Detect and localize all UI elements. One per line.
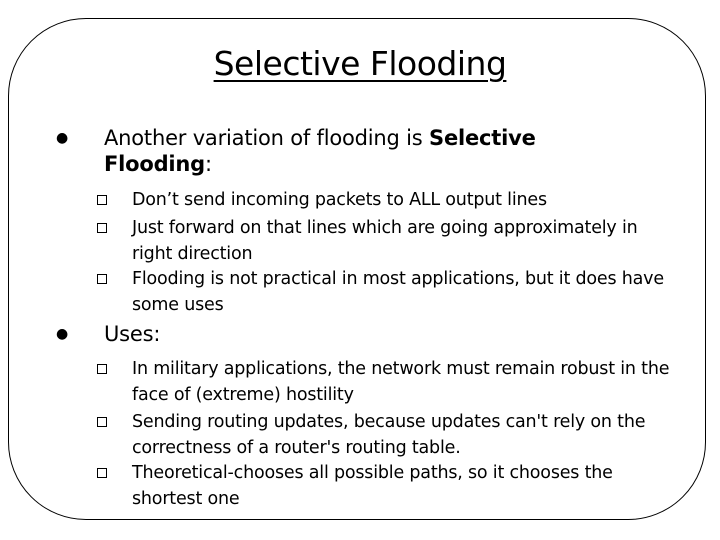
bullet-dot: ●	[56, 326, 69, 342]
checkbox-icon	[97, 195, 107, 205]
sub-bullet-2-1-text: In military applications, the network must remain robust in the face of (extreme) hostility	[132, 359, 670, 405]
checkbox-icon	[97, 364, 107, 374]
checkbox-icon	[97, 417, 107, 427]
checkbox-icon	[97, 468, 107, 478]
sub-bullet-1-1-text: Don’t send incoming packets to ALL output lines	[132, 190, 547, 210]
bullet-2-text: Uses:	[104, 322, 161, 346]
bullet-1-text: Another variation of flooding is Selective Flooding:	[104, 126, 536, 176]
sub-bullet-1-3-text: Flooding is not practical in most applications, but it does have some uses	[132, 269, 664, 315]
sub-bullet-1-2-text: Just forward on that lines which are going approximately in right direction	[132, 218, 638, 264]
slide-title: Selective Flooding	[213, 44, 507, 83]
bullet-dot: ●	[56, 130, 69, 146]
checkbox-icon	[97, 274, 107, 284]
sub-bullet-2-3-text: Theoretical-chooses all possible paths, so it chooses the shortest one	[132, 463, 613, 509]
sub-bullet-2-2-text: Sending routing updates, because updates can't rely on the correctness of a router's routing table.	[132, 412, 646, 458]
checkbox-icon	[97, 223, 107, 233]
